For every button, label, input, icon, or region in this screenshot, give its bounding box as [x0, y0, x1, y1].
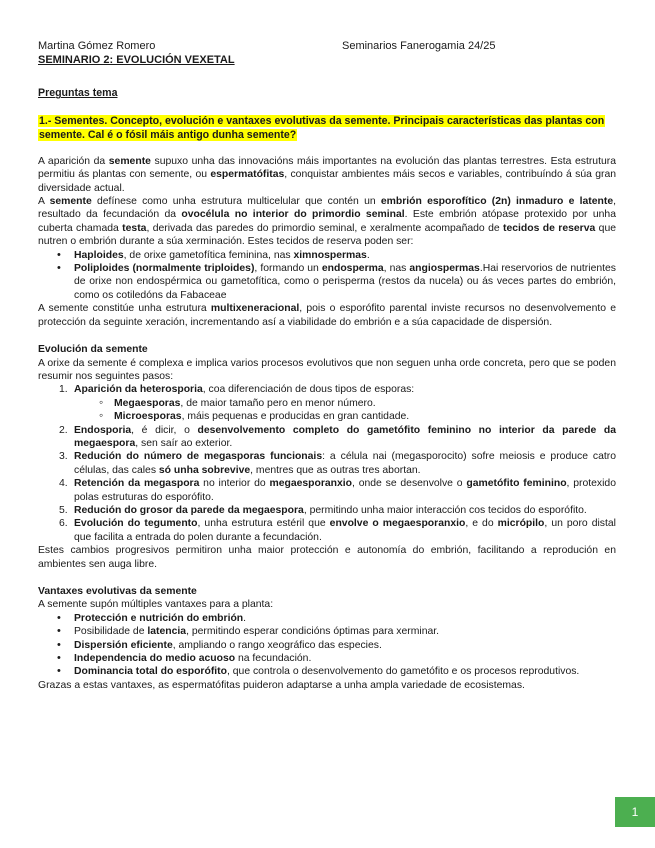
- list-item: [59, 477, 616, 504]
- text-run: , permitindo unha maior interacción cos tecidos do esporófito.: [303, 504, 587, 516]
- bold-run: espermatófitas: [210, 169, 285, 181]
- text-run: , de orixe gametofítica feminina, nas: [123, 249, 294, 261]
- bold-run: testa: [122, 222, 147, 234]
- step-number: 3.: [59, 451, 68, 463]
- list-item: [74, 652, 616, 665]
- bold-run: tecidos de reserva: [503, 222, 596, 234]
- bold-run: embrión esporofítico (2n) inmaduro e latente: [380, 196, 614, 208]
- advantages-outro: Grazas a estas vantaxes, as espermatófitas puideron adaptarse a unha ampla variedade de ecosistemas.: [38, 679, 525, 691]
- bold-run: Redución do número de megasporas funcionais: [74, 451, 323, 463]
- list-item: [74, 612, 616, 625]
- course-name: Seminarios Fanerogamia 24/25: [342, 40, 496, 52]
- evolution-outro: Estes cambios progresivos permitiron unha maior protección e autonomía do embrión, facilitando a reprodución en ambientes sen auga libre.: [38, 545, 616, 570]
- bold-run: Dispersión eficiente: [74, 639, 173, 651]
- text-run: : a célula nai (megasporocito) sofre meiosis e produce catro células, das cales: [74, 451, 617, 476]
- list-item: [114, 410, 616, 423]
- bold-run: só unha sobrevive: [158, 464, 251, 476]
- text-run: que nutren o embrión durante a súa xerminación. Estes tecidos de reserva poden ser:: [38, 222, 616, 248]
- bold-run: Microesporas: [114, 411, 182, 423]
- text-run: , mentres que as outras tres abortan.: [250, 464, 421, 476]
- step-text: [74, 384, 414, 395]
- bold-run: megaesporanxio: [269, 478, 353, 490]
- evolution-intro: A orixe da semente é complexa e implica varios procesos evolutivos que non seguen unha orde concreta, pero que se poden resumir nos seguintes pasos:: [38, 357, 616, 382]
- text-run: , de maior tamaño pero en menor número.: [180, 397, 376, 409]
- step-number: 5.: [59, 504, 68, 516]
- bold-run: desenvolvemento completo do gametófito feminino no interior da parede da megaespora: [74, 424, 616, 449]
- bold-run: latencia: [147, 626, 187, 638]
- bold-run: Independencia do medio acuoso: [74, 653, 236, 665]
- advantages-intro: A semente supón múltiples vantaxes para a planta:: [38, 599, 274, 611]
- text-run: , derivada das paredes do primordio seminal, e xeralmente acompañado de: [146, 222, 504, 234]
- bold-run: ovocélula no interior do primordio seminal: [181, 209, 405, 221]
- text-run: .Hai reservorios de nutrientes de orixe non endospérmica ou gametofítica, como o perisperma (restos da nucela) ou ás veces partes do embrión, como os cotiledóns da Fabaceae: [74, 263, 616, 301]
- bold-run: semente: [49, 196, 92, 208]
- step-text: [74, 451, 616, 475]
- text-run: no interior do: [199, 478, 270, 490]
- step-text: [74, 505, 587, 516]
- bold-run: multixeneracional: [210, 303, 300, 315]
- text-run: , protexido polas estruturas do esporófito.: [74, 478, 616, 503]
- bold-run: Dominancia total do esporófito: [74, 666, 227, 678]
- list-item: [59, 424, 616, 451]
- intro-paragraph-1: [38, 155, 616, 195]
- list-item: [59, 383, 616, 423]
- author-name: Martina Gómez Romero: [38, 40, 156, 52]
- text-run: .: [366, 249, 370, 261]
- step-number: 6.: [59, 518, 68, 530]
- bold-run: Megaesporas: [114, 397, 181, 409]
- bold-run: angiospermas: [409, 263, 480, 275]
- advantages-heading: Vantaxes evolutivas da semente: [38, 586, 197, 597]
- list-item: [74, 639, 616, 652]
- list-item: [74, 665, 616, 678]
- step-text: [74, 425, 616, 449]
- text-run: , coa diferenciación de dous tipos de esporas:: [202, 384, 415, 396]
- evolution-heading: Evolución da semente: [38, 344, 148, 356]
- text-run: defínese como unha estrutura multicelular que contén un: [91, 196, 381, 208]
- page-header: [38, 40, 616, 53]
- list-item: [59, 504, 616, 517]
- text-run: , un poro distal que facilita a entrada do polen durante a fecundación.: [74, 518, 616, 543]
- seminar-title: SEMINARIO 2: EVOLUCIÓN VEXETAL: [38, 54, 235, 66]
- list-item: [74, 249, 616, 262]
- bold-run: semente: [108, 155, 151, 167]
- list-item: [74, 625, 616, 638]
- list-item: [59, 450, 617, 477]
- list-item: [59, 517, 616, 544]
- document-page: [38, 40, 616, 692]
- question-heading: [38, 114, 616, 142]
- bold-run: Aparición da heterosporia: [74, 384, 203, 396]
- bold-run: Haploides: [74, 249, 124, 261]
- intro-paragraph-3: [38, 302, 616, 329]
- text-run: , formando un: [254, 263, 322, 275]
- text-run: , e do: [465, 518, 498, 530]
- text-run: , máis pequenas e producidas en gran cantidade.: [181, 411, 410, 423]
- text-run: , resultado da fecundación da: [38, 196, 616, 221]
- text-run: , que controla o desenvolvemento do gametófito e os procesos reprodutivos.: [226, 666, 580, 678]
- text-run: , unha estrutura estéril que: [197, 518, 330, 530]
- text-run: Posibilidade de: [74, 626, 148, 638]
- bold-run: gametófito feminino: [466, 478, 567, 490]
- page-number-badge: 1: [615, 797, 655, 827]
- text-run: supuxo unha das innovacións máis importantes na evolución das plantas terrestres. Esta estrutura permitiu ás plantas con semente, ou: [38, 155, 616, 181]
- text-run: , conquistar ambientes máis secos e variables, contribuíndo á súa gran diversidade actual.: [38, 169, 617, 194]
- bold-run: ximnospermas: [293, 249, 367, 261]
- spore-types-list: [74, 397, 616, 424]
- bold-run: Redución do grosor da parede da megaespora: [74, 504, 304, 516]
- step-number: 2.: [59, 424, 68, 436]
- section-label: Preguntas tema: [38, 87, 118, 100]
- advantages-list: [38, 612, 616, 679]
- reserve-tissue-list: [38, 249, 616, 303]
- bold-run: endosperma: [321, 263, 384, 275]
- step-number: 1.: [59, 384, 68, 396]
- step-text: [74, 478, 616, 502]
- text-run: .: [243, 612, 247, 624]
- text-run: , é dicir, o: [131, 424, 198, 436]
- intro-paragraph-2: [38, 195, 616, 249]
- text-run: , ampliando o rango xeográfico das especies.: [172, 639, 382, 651]
- text-run: A semente constitúe unha estrutura: [38, 303, 211, 315]
- evolution-steps-list: [38, 383, 616, 544]
- text-run: A aparición da: [38, 155, 109, 167]
- step-number: 4.: [59, 478, 68, 490]
- question-text: 1.- Sementes. Concepto, evolución e vantaxes evolutivas da semente. Principais características das plantas con semente. Cal é o fósil máis antigo dunha semente?: [39, 114, 605, 141]
- text-run: . Este embrión atópase protexido por unha cuberta chamada: [38, 209, 616, 234]
- bold-run: micrópilo: [497, 518, 545, 530]
- list-item: [74, 262, 616, 302]
- text-run: , pois o esporófito parental inviste recursos no desenvolvemento e protección da seguinte xeración, incrementando así a viabilidade do embrión e a súa capacidade de dispersión.: [38, 303, 617, 328]
- text-run: , permitindo esperar condicións óptimas para xerminar.: [186, 626, 440, 638]
- bold-run: Endosporia: [74, 424, 132, 436]
- text-run: , nas: [383, 263, 410, 275]
- step-text: [74, 518, 616, 542]
- text-run: , onde se desenvolve o: [352, 478, 467, 490]
- bold-run: Poliploides (normalmente triploides): [74, 263, 255, 275]
- text-run: , sen saír ao exterior.: [135, 437, 233, 449]
- bold-run: Retención da megaspora: [74, 478, 200, 490]
- list-item: [114, 397, 616, 410]
- bold-run: Protección e nutrición do embrión: [74, 612, 244, 624]
- bold-run: Evolución do tegumento: [74, 518, 198, 530]
- bold-run: envolve o megaesporanxio: [329, 518, 466, 530]
- text-run: A: [38, 196, 50, 208]
- text-run: na fecundación.: [235, 653, 312, 665]
